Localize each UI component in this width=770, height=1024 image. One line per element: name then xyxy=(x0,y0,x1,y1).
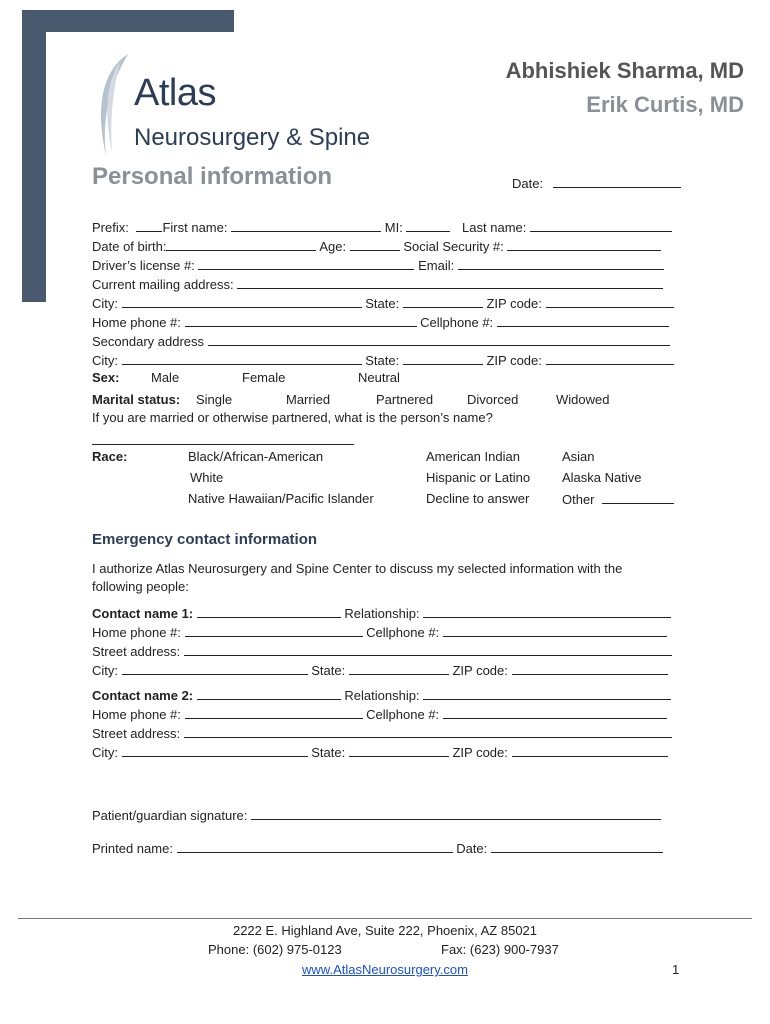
relationship1-label: Relationship: xyxy=(344,606,420,621)
contact1-zip-input[interactable] xyxy=(512,661,668,675)
license-row xyxy=(92,256,664,274)
secondary-label: Secondary address xyxy=(92,334,205,349)
state-input[interactable] xyxy=(403,351,483,365)
last-name-input[interactable] xyxy=(530,218,672,232)
authorization-text: I authorize Atlas Neurosurgery and Spine Center to discuss my selected information with the following people: xyxy=(92,561,623,594)
dob-row xyxy=(92,237,661,255)
contact1-cell-phone-input[interactable] xyxy=(443,623,667,637)
email-input[interactable] xyxy=(458,256,664,270)
race-other-input[interactable] xyxy=(602,490,674,504)
race-option-asian[interactable]: Asian xyxy=(562,449,595,464)
printed-name-label: Printed name: xyxy=(92,841,173,856)
ssn-input[interactable] xyxy=(507,237,661,251)
state-input[interactable] xyxy=(403,294,483,308)
logo-name: Atlas xyxy=(134,72,216,114)
race-other-label: Other xyxy=(562,492,595,507)
footer-fax: Fax: (623) 900-7937 xyxy=(441,942,559,957)
contact1-row xyxy=(92,604,671,622)
secondary-input[interactable] xyxy=(208,332,670,346)
marital-option-married[interactable]: Married xyxy=(286,392,331,407)
city-row-2 xyxy=(92,351,674,369)
date-input-line[interactable] xyxy=(553,174,681,188)
race-option-alaska-native[interactable]: Alaska Native xyxy=(562,470,642,485)
printed-name-row xyxy=(92,839,663,857)
sex-option-neutral[interactable]: Neutral xyxy=(358,370,400,385)
section-title-personal: Personal information xyxy=(92,163,333,190)
contact2-state-input[interactable] xyxy=(349,743,449,757)
home-phone-input[interactable] xyxy=(185,313,417,327)
footer-website-row xyxy=(0,961,770,979)
mi-label: MI: xyxy=(384,220,403,235)
doctor-name-1: Abhishiek Sharma, MD xyxy=(505,58,744,83)
first-name-label: First name: xyxy=(162,220,228,235)
dob-input[interactable] xyxy=(166,237,316,251)
contact1-city-input[interactable] xyxy=(122,661,308,675)
contact1-input[interactable] xyxy=(197,604,341,618)
contact2-phone-row xyxy=(92,705,667,723)
ssn-label: Social Security #: xyxy=(403,239,504,254)
phone-row xyxy=(92,313,669,331)
sex-label: Sex: xyxy=(92,370,120,385)
sex-option-female[interactable]: Female xyxy=(242,370,286,385)
contact2-street-label: Street address: xyxy=(92,726,181,741)
mailing-row xyxy=(92,275,663,293)
contact1-label: Contact name 1: xyxy=(92,606,194,621)
prefix-label: Prefix: xyxy=(92,220,129,235)
mi-input[interactable] xyxy=(406,218,450,232)
cell-phone-input[interactable] xyxy=(497,313,669,327)
decorative-corner-bar xyxy=(22,10,234,32)
contact2-city-input[interactable] xyxy=(122,743,308,757)
relationship2-label: Relationship: xyxy=(344,688,420,703)
state-label: State: xyxy=(365,353,400,368)
city-label: City: xyxy=(92,296,118,311)
contact1-street-label: Street address: xyxy=(92,644,181,659)
contact2-cell-phone-label: Cellphone #: xyxy=(366,707,440,722)
contact1-phone-row xyxy=(92,623,667,641)
age-input[interactable] xyxy=(350,237,400,251)
race-option-hispanic[interactable]: Hispanic or Latino xyxy=(426,470,531,485)
atlas-logo xyxy=(90,52,390,162)
doctor-name-2: Erik Curtis, MD xyxy=(586,92,744,117)
contact1-city-label: City: xyxy=(92,663,118,678)
sex-option-male[interactable]: Male xyxy=(151,370,180,385)
partner-question: If you are married or otherwise partnered, what is the person’s name? xyxy=(92,410,493,425)
contact2-row xyxy=(92,686,671,704)
zip-label: ZIP code: xyxy=(486,296,542,311)
swoosh-icon xyxy=(90,52,138,162)
relationship1-input[interactable] xyxy=(423,604,671,618)
marital-label: Marital status: xyxy=(92,392,181,407)
race-option-decline[interactable]: Decline to answer xyxy=(426,491,530,506)
contact2-zip-input[interactable] xyxy=(512,743,668,757)
state-label: State: xyxy=(365,296,400,311)
contact1-zip-label: ZIP code: xyxy=(452,663,508,678)
marital-option-single[interactable]: Single xyxy=(196,392,233,407)
date-field[interactable] xyxy=(512,174,681,191)
marital-option-widowed[interactable]: Widowed xyxy=(556,392,610,407)
contact1-street-input[interactable] xyxy=(184,642,672,656)
footer-phone: Phone: (602) 975-0123 xyxy=(208,942,342,957)
contact2-state-label: State: xyxy=(311,745,346,760)
contact2-home-phone-label: Home phone #: xyxy=(92,707,181,722)
contact1-state-input[interactable] xyxy=(349,661,449,675)
race-label: Race: xyxy=(92,449,128,464)
zip-input[interactable] xyxy=(546,351,674,365)
mailing-input[interactable] xyxy=(237,275,663,289)
contact2-city-label: City: xyxy=(92,745,118,760)
last-name-label: Last name: xyxy=(462,220,527,235)
partner-name-input[interactable] xyxy=(92,428,354,445)
contact1-cell-phone-label: Cellphone #: xyxy=(366,625,440,640)
contact2-zip-label: ZIP code: xyxy=(452,745,508,760)
race-option-black[interactable]: Black/African-American xyxy=(188,449,324,464)
race-option-american-indian[interactable]: American Indian xyxy=(426,449,520,464)
cell-phone-label: Cellphone #: xyxy=(420,315,494,330)
contact2-street-input[interactable] xyxy=(184,724,672,738)
signature-input[interactable] xyxy=(251,806,661,820)
contact1-city-row xyxy=(92,661,668,679)
page-number: 1 xyxy=(672,962,680,977)
contact1-state-label: State: xyxy=(311,663,346,678)
decorative-side-bar xyxy=(22,10,46,302)
printed-name-input[interactable] xyxy=(177,839,453,853)
city-input[interactable] xyxy=(122,294,362,308)
contact1-street-row xyxy=(92,642,672,660)
first-name-input[interactable] xyxy=(231,218,381,232)
email-label: Email: xyxy=(418,258,455,273)
license-label: Driver’s license #: xyxy=(92,258,195,273)
city-input[interactable] xyxy=(122,351,362,365)
zip-input[interactable] xyxy=(546,294,674,308)
contact2-city-row xyxy=(92,743,668,761)
dob-label: Date of birth: xyxy=(92,239,167,254)
signature-label: Patient/guardian signature: xyxy=(92,808,248,823)
home-phone-label: Home phone #: xyxy=(92,315,181,330)
name-row xyxy=(92,218,672,236)
contact1-home-phone-label: Home phone #: xyxy=(92,625,181,640)
prefix-input[interactable] xyxy=(136,218,162,232)
race-option-hawaiian[interactable]: Native Hawaiian/Pacific Islander xyxy=(188,491,374,506)
contact1-home-phone-input[interactable] xyxy=(185,623,363,637)
relationship2-input[interactable] xyxy=(423,686,671,700)
contact2-street-row xyxy=(92,724,672,742)
signature-date-input[interactable] xyxy=(491,839,663,853)
signature-date-label: Date: xyxy=(456,841,488,856)
footer-address: 2222 E. Highland Ave, Suite 222, Phoenix, AZ 85021 xyxy=(232,923,538,938)
contact2-label: Contact name 2: xyxy=(92,688,194,703)
footer-divider xyxy=(18,918,752,919)
zip-label: ZIP code: xyxy=(486,353,542,368)
city-row-1 xyxy=(92,294,674,312)
mailing-label: Current mailing address: xyxy=(92,277,234,292)
race-option-other[interactable] xyxy=(562,490,674,509)
contact2-input[interactable] xyxy=(197,686,341,700)
website-link[interactable]: www.AtlasNeurosurgery.com xyxy=(302,962,468,977)
city-label: City: xyxy=(92,353,118,368)
race-option-white[interactable]: White xyxy=(190,470,224,485)
contact2-cell-phone-input[interactable] xyxy=(443,705,667,719)
logo-subtitle: Neurosurgery & Spine xyxy=(134,124,371,151)
secondary-row xyxy=(92,332,670,350)
section-title-emergency: Emergency contact information xyxy=(92,531,318,548)
license-input[interactable] xyxy=(198,256,414,270)
contact2-home-phone-input[interactable] xyxy=(185,705,363,719)
signature-row xyxy=(92,806,661,824)
age-label: Age: xyxy=(319,239,347,254)
date-label: Date: xyxy=(512,176,544,191)
marital-option-divorced[interactable]: Divorced xyxy=(467,392,519,407)
marital-option-partnered[interactable]: Partnered xyxy=(376,392,434,407)
